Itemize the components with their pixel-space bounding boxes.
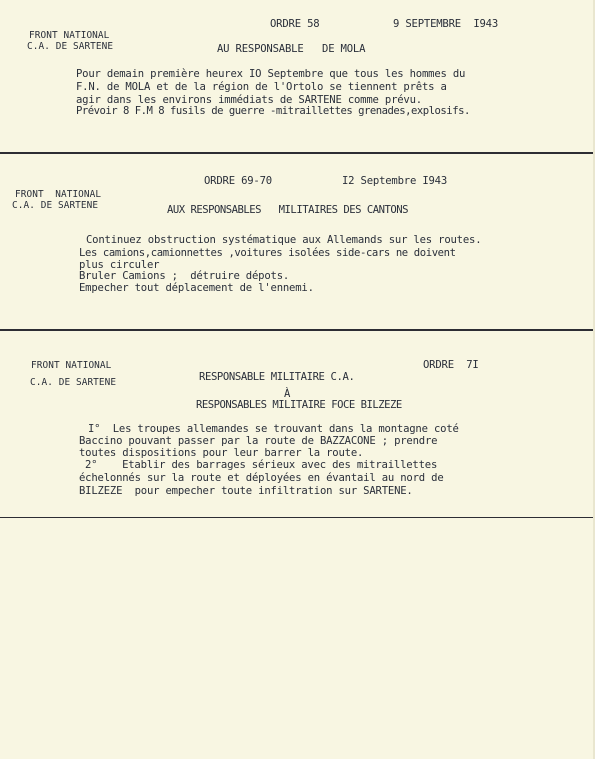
order-addressee-from: RESPONSABLE MILITAIRE C.A. (199, 371, 355, 383)
order-addressee-to: RESPONSABLES MILITAIRE FOCE BILZEZE (196, 399, 402, 411)
org-name: FRONT NATIONAL (15, 189, 102, 200)
order-body-line: toutes dispositions pour leur barrer la route. (79, 447, 364, 459)
order-number: ORDRE 58 (270, 18, 320, 30)
order-body-line: 2° Etablir des barrages sérieux avec des mitraillettes (85, 459, 438, 471)
order-number: ORDRE 7I (423, 359, 479, 371)
org-section: C.A. DE SARTENE (12, 200, 99, 211)
order-body-line: Pour demain première heurex IO Septembre que tous les hommes du (76, 68, 466, 80)
order-body-line: I° Les troupes allemandes se trouvant dans la montagne coté (88, 423, 459, 435)
order-addressee: AU RESPONSABLE DE MOLA (217, 43, 366, 55)
divider-line (0, 152, 595, 154)
order-number: ORDRE 69-70 (204, 175, 272, 187)
order-body-line: agir dans les environs immédiats de SARTENE comme prévu. (76, 94, 422, 106)
order-body-line: F.N. de MOLA et de la région de l'Ortolo se tiennent prêts a (76, 81, 447, 93)
order-addressee-to-marker: À (284, 388, 291, 400)
order-addressee: AUX RESPONSABLES MILITAIRES DES CANTONS (167, 204, 408, 216)
order-body-line: Bruler Camions ; détruire dépots. (79, 270, 290, 282)
order-body-line: plus circuler (79, 259, 160, 271)
order-body-line: Baccino pouvant passer par la route de BAZZACONE ; prendre (79, 435, 438, 447)
org-section: C.A. DE SARTENE (30, 377, 117, 388)
order-body-line: Empecher tout déplacement de l'ennemi. (79, 282, 314, 294)
divider-line (0, 329, 595, 331)
order-body-line: Continuez obstruction systématique aux Allemands sur les routes. (86, 234, 482, 246)
divider-line (0, 517, 595, 518)
order-body-line: BILZEZE pour empecher toute infiltration sur SARTENE. (79, 485, 413, 497)
order-body-line: Les camions,camionnettes ,voitures isolées side-cars ne doivent (79, 247, 456, 259)
org-name: FRONT NATIONAL (31, 360, 112, 371)
order-date: I2 Septembre I943 (342, 175, 448, 187)
order-body-line: Prévoir 8 F.M 8 fusils de guerre -mitraillettes grenades,explosifs. (76, 105, 470, 117)
order-body-line: échelonnés sur la route et déployées en évantail au nord de (79, 472, 444, 484)
org-name: FRONT NATIONAL (29, 30, 110, 41)
order-date: 9 SEPTEMBRE I943 (393, 18, 499, 30)
org-section: C.A. DE SARTENE (27, 41, 114, 52)
